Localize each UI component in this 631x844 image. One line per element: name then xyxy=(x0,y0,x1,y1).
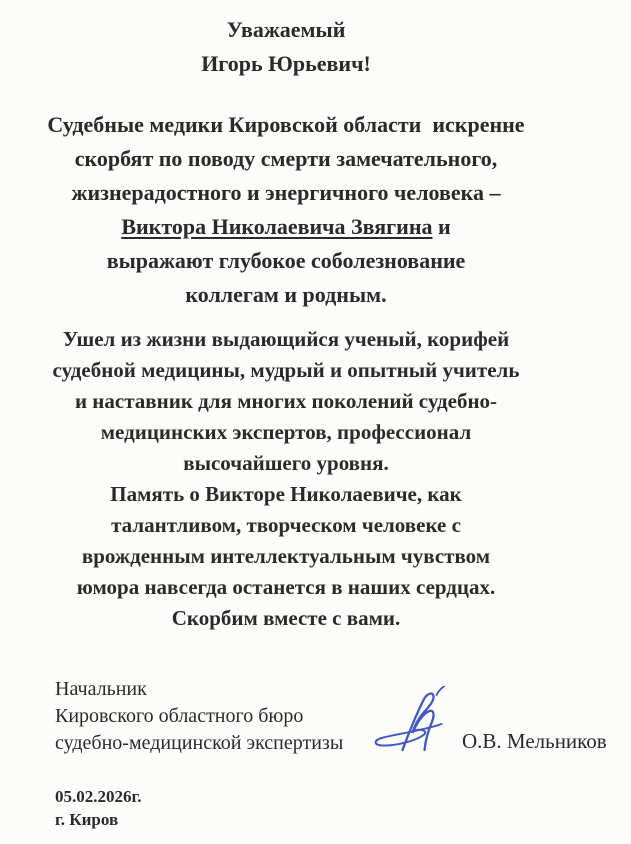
text-line: судебной медицины, мудрый и опытный учитель xyxy=(52,358,520,382)
text-line: юмора навсегда останется в наших сердцах. xyxy=(76,575,496,599)
text-line: Кировского областного бюро xyxy=(55,705,304,727)
deceased-name-line-tail: и xyxy=(432,214,451,239)
text-line: Ушел из жизни выдающийся ученый, корифей xyxy=(62,327,510,351)
text-line: жизнерадостного и энергичного человека – xyxy=(71,180,501,205)
memorial-paragraph xyxy=(45,324,527,634)
date-line: 05.02.2026г. xyxy=(55,787,142,806)
signature-tick-stroke xyxy=(437,686,445,695)
condolence-paragraph xyxy=(45,108,527,312)
paragraph-lines-after-name xyxy=(45,244,527,312)
text-line: Судебные медики Кировской области искренне xyxy=(47,112,525,137)
text-line: выражают глубокое соболезнование xyxy=(106,248,466,273)
text-line: Начальник xyxy=(55,678,147,700)
date-city-block xyxy=(55,785,142,831)
salutation xyxy=(45,13,527,81)
text-line: талантливом, творческом человеке с xyxy=(111,513,461,537)
text-line: Память о Викторе Николаевиче, как xyxy=(110,482,462,506)
text-line: и наставник для многих поколений судебно- xyxy=(74,389,498,413)
text-line: высочайшего уровня. xyxy=(183,451,389,475)
text-line: судебно-медицинской экспертизы xyxy=(55,732,344,754)
text-line: Уважаемый xyxy=(226,17,346,42)
text-line: Игорь Юрьевич! xyxy=(201,51,371,76)
city-line: г. Киров xyxy=(55,810,119,829)
deceased-name-line xyxy=(45,210,527,244)
text-line: медицинских экспертов, профессионал xyxy=(100,420,472,444)
text-line: коллегам и родным. xyxy=(185,282,387,307)
text-line: скорбят по поводу смерти замечательного, xyxy=(74,146,498,171)
signature-block xyxy=(55,676,343,757)
text-line: врожденным интеллектуальным чувством xyxy=(81,544,491,568)
signer-title xyxy=(55,676,343,757)
signer-name: О.В. Мельников xyxy=(462,729,607,753)
handwritten-signature xyxy=(373,686,469,758)
text-line: Скорбим вместе с вами. xyxy=(171,606,401,630)
paragraph-lines-before-name xyxy=(45,108,527,210)
deceased-name: Виктора Николаевича Звягина xyxy=(121,214,433,239)
